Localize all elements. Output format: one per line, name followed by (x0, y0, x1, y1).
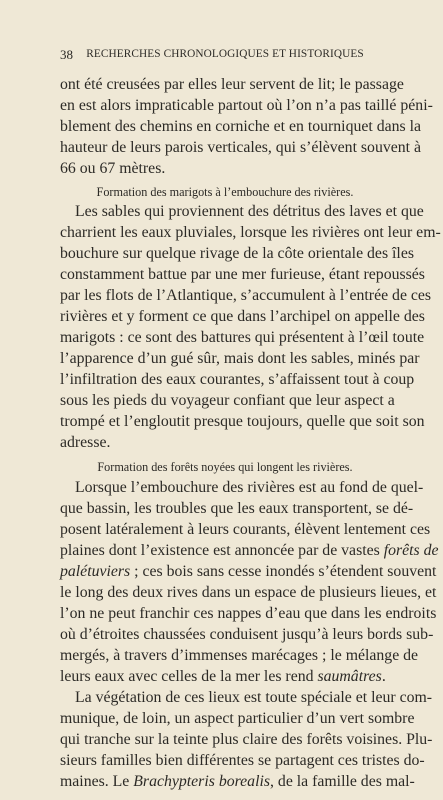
text-line (60, 666, 390, 687)
text-line: sieurs familles bien différentes se partagent ces tristes do- (60, 752, 425, 769)
text-span: ; ces bois sans cesse inondés s’étendent souvent (130, 563, 437, 580)
italic-term: palétuviers (60, 563, 131, 580)
text-line: La végétation de ces lieux est toute spéciale et leur com- (75, 689, 433, 706)
text-line: adresse. (60, 434, 111, 451)
text-line: l’infiltration des eaux courantes, s’affaissent tout à coup (60, 371, 415, 388)
text-line: l’on ne peut franchir ces nappes d’eau que dans les endroits (60, 605, 437, 622)
text-line: bouchure sur quelque rivage de la côte orientale des îles (60, 245, 414, 262)
text-line: 66 ou 67 mètres. (60, 160, 166, 177)
text-line (60, 540, 439, 561)
text-span: . (381, 668, 386, 685)
text-line: par les flots de l’Atlantique, s’accumulent à l’entrée de ces (60, 287, 432, 304)
text-line (60, 561, 437, 582)
section-heading: Formation des forêts noyées qui longent les rivières. (97, 460, 353, 474)
text-line: munique, de loin, un aspect particulier d’un vert sombre (60, 710, 415, 727)
text-line: où d’étroites chaussées conduisent jusqu’à leurs bords sub- (60, 626, 434, 643)
text-line: le long des deux rives dans un espace de plusieurs lieues, et (60, 584, 437, 601)
text-line: que bassin, les troubles que les eaux transportent, se dé- (60, 500, 414, 517)
italic-term: Brachypteris borealis (133, 773, 271, 790)
text-line: l’apparence d’un gué sûr, mais dont les sables, minés par (60, 350, 420, 367)
page-number: 38 (60, 47, 73, 62)
text-span: leurs eaux avec celles de la mer les rend (60, 668, 318, 685)
text-line: sous les pieds du voyageur confiant que leur aspect a (60, 392, 395, 409)
text-line: ont été creusées par elles leur servent de lit; le passage (60, 76, 404, 93)
text-line: mergés, à travers d’immenses marécages ; le mélange de (60, 647, 419, 664)
italic-term: forêts de (383, 542, 439, 559)
text-line: charrient les eaux pluviales, lorsque les rivières ont leur em- (60, 224, 441, 241)
text-line: qui tranche sur la teinte plus claire des forêts voisines. Plu- (60, 731, 433, 748)
text-span: , de la famille des mal- (270, 773, 415, 790)
text-line: en est alors impraticable partout où l’on n’a pas taillé péni- (60, 97, 433, 114)
section-heading: Formation des marigots à l’embouchure des rivières. (96, 185, 354, 199)
text-line: Lorsque l’embouchure des rivières est au fond de quel- (75, 479, 424, 496)
text-line: hauteur de leurs parois verticales, qui s’élèvent souvent à (60, 139, 422, 156)
text-line: Les sables qui proviennent des détritus des laves et que (75, 203, 424, 220)
text-line: posent latéralement à leurs courants, élèvent lentement ces (60, 521, 431, 538)
text-line: trompé et l’engloutit presque toujours, quelle que soit son (60, 413, 425, 430)
text-line: blement des chemins en corniche et en tourniquet dans la (60, 118, 422, 135)
text-line: marigots : ce sont des battures qui présentent à l’œil toute (60, 329, 425, 346)
text-line: rivières et y forment ce que dans l’archipel on appelle des (60, 308, 425, 325)
running-header (60, 47, 390, 65)
text-span: maines. Le (60, 773, 134, 790)
italic-term: saumâtres (317, 668, 382, 685)
running-title: RECHERCHES CHRONOLOGIQUES ET HISTORIQUES (86, 48, 364, 60)
text-span: plaines dont l’existence est annoncée par de vastes (60, 542, 384, 559)
text-line: constamment battue par une mer furieuse, étant repoussés (60, 266, 425, 283)
text-line (60, 771, 415, 792)
